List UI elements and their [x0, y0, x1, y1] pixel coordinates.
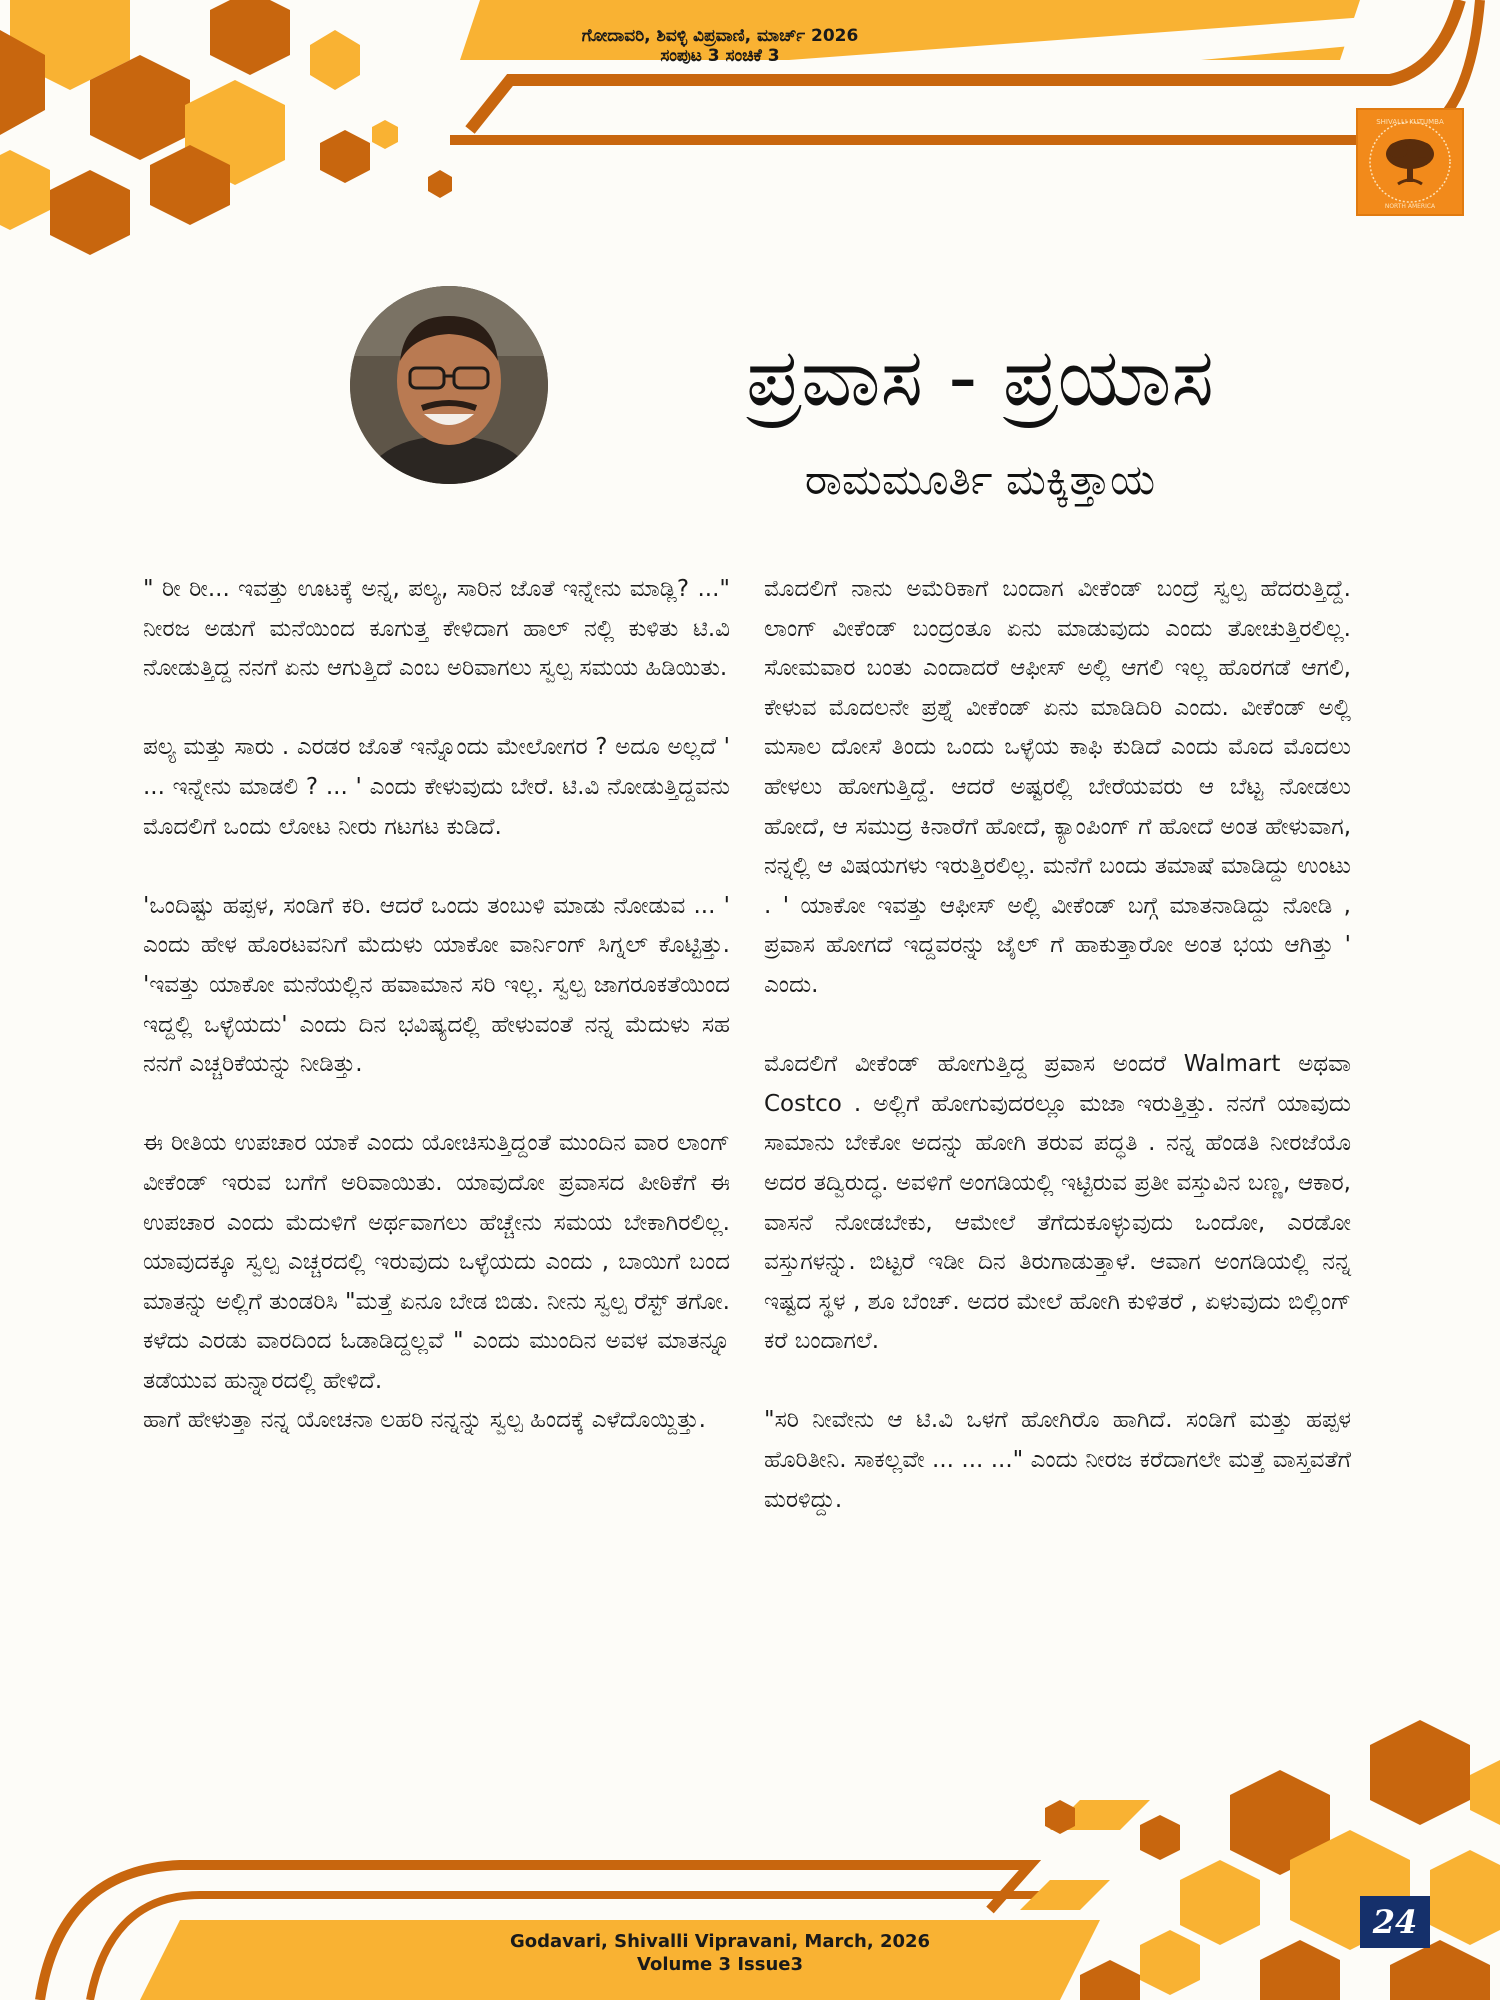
paragraph: ಹಾಗೆ ಹೇಳುತ್ತಾ ನನ್ನ ಯೋಚನಾ ಲಹರಿ ನನ್ನನ್ನು ಸ್ವಲ್ಪ ಹಿಂದಕ್ಕೆ ಎಳೆದೊಯ್ದಿತ್ತು.: [143, 1407, 706, 1434]
paragraph: ಈ ರೀತಿಯ ಉಪಚಾರ ಯಾಕೆ ಎಂದು ಯೋಚಿಸುತ್ತಿದ್ದಂತೆ ಮುಂದಿನ ವಾರ ಲಾಂಗ್ ವೀಕೆಂಡ್ ಇರುವ ಬಗೆಗೆ ಅರಿವಾಯಿತು. ಯಾವುದೋ ಪ್ರವಾಸದ ಪೀಠಿಕೆಗೆ ಈ ಉಪಚಾರ ಎಂದು ಮೆದುಳಿಗೆ ಅರ್ಥವಾಗಲು ಹೆಚ್ಚೇನು ಸಮಯ ಬೇಕಾಗಿರಲಿಲ್ಲ. ಯಾವುದಕ್ಕೂ ಸ್ವಲ್ಪ ಎಚ್ಚರದಲ್ಲಿ ಇರುವುದು ಒಳ್ಳೆಯದು ಎಂದು , ಬಾಯಿಗೆ ಬಂದ ಮಾತನ್ನು ಅಲ್ಲಿಗೆ ತುಂಡರಿಸಿ "ಮತ್ತೆ ಏನೂ ಬೇಡ ಬಿಡು. ನೀನು ಸ್ವಲ್ಪ ರೆಸ್ಟ್ ತಗೋ. ಕಳೆದು ಎರಡು ವಾರದಿಂದ ಓಡಾಡಿದ್ದಲ್ಲವೆ " ಎಂದು ಮುಂದಿನ ಅವಳ ಮಾತನ್ನೂ ತಡೆಯುವ ಹುನ್ನಾರದಲ್ಲಿ ಹೇಳಿದೆ.: [143, 1130, 730, 1394]
article-title: ಪ್ರವಾಸ - ಪ್ರಯಾಸ: [746, 331, 1214, 424]
tree-icon: [1358, 110, 1462, 214]
footer-issue-title: Godavari, Shivalli Vipravani, March, 2026: [509, 1931, 931, 1952]
logo-top-text: SHIVALLI KUTUMBA: [1376, 118, 1444, 126]
logo-bottom-text: NORTH AMERICA: [1384, 203, 1436, 210]
shivalli-kutumba-logo: [1356, 108, 1464, 216]
page-number: 24: [1360, 1896, 1430, 1948]
author-photo: [350, 286, 548, 484]
paragraph: 'ಒಂದಿಷ್ಟು ಹಪ್ಪಳ, ಸಂಡಿಗೆ ಕರಿ. ಆದರೆ ಒಂದು ತಂಬುಳಿ ಮಾಡು ನೋಡುವ ... ' ಎಂದು ಹೇಳ ಹೊರಟವನಿಗೆ ಮೆದುಳು ಯಾಕೋ ವಾರ್ನಿಂಗ್ ಸಿಗ್ನಲ್ ಕೊಟ್ಟಿತ್ತು. 'ಇವತ್ತು ಯಾಕೋ ಮನೆಯಲ್ಲಿನ ಹವಾಮಾನ ಸರಿ ಇಲ್ಲ. ಸ್ವಲ್ಪ ಜಾಗರೂಕತೆಯಿಂದ ಇದ್ದಲ್ಲಿ ಒಳ್ಳೆಯದು' ಎಂದು ದಿನ ಭವಿಷ್ಯದಲ್ಲಿ ಹೇಳುವಂತೆ ನನ್ನ ಮೆದುಳು ಸಹ ನನಗೆ ಎಚ್ಚರಿಕೆಯನ್ನು ನೀಡಿತ್ತು.: [143, 892, 730, 1078]
article-right-column: [764, 570, 1351, 1520]
paragraph: "ಸರಿ ನೀವೇನು ಆ ಟಿ.ವಿ ಒಳಗೆ ಹೋಗಿರೊ ಹಾಗಿದೆ. ಸಂಡಿಗೆ ಮತ್ತು ಹಪ್ಪಳ ಹೊರಿತೀನಿ. ಸಾಕಲ್ಲವೇ ... ... ..." ಎಂದು ನೀರಜ ಕರೆದಾಗಲೇ ಮತ್ತೆ ವಾಸ್ತವತೆಗೆ ಮರಳಿದ್ದು.: [764, 1407, 1351, 1513]
paragraph: ಮೊದಲಿಗೆ ನಾನು ಅಮೆರಿಕಾಗೆ ಬಂದಾಗ ವೀಕೆಂಡ್ ಬಂದ್ರೆ ಸ್ವಲ್ಪ ಹೆದರುತ್ತಿದ್ದೆ. ಲಾಂಗ್ ವೀಕೆಂಡ್ ಬಂದ್ರಂತೂ ಏನು ಮಾಡುವುದು ಎಂದು ತೋಚುತ್ತಿರಲಿಲ್ಲ. ಸೋಮವಾರ ಬಂತು ಎಂದಾದರೆ ಆಫೀಸ್ ಅಲ್ಲಿ ಆಗಲಿ ಇಲ್ಲ ಹೊರಗಡೆ ಆಗಲಿ, ಕೇಳುವ ಮೊದಲನೇ ಪ್ರಶ್ನೆ ವೀಕೆಂಡ್ ಏನು ಮಾಡಿದಿರಿ ಎಂದು. ವೀಕೆಂಡ್ ಅಲ್ಲಿ ಮಸಾಲ ದೋಸೆ ತಿಂದು ಒಂದು ಒಳ್ಳೆಯ ಕಾಫಿ ಕುಡಿದೆ ಎಂದು ಮೊದ ಮೊದಲು ಹೇಳಲು ಹೋಗುತ್ತಿದ್ದೆ. ಆದರೆ ಅಷ್ಟರಲ್ಲಿ ಬೇರೆಯವರು ಆ ಬೆಟ್ಟ ನೋಡಲು ಹೋದೆ, ಆ ಸಮುದ್ರ ಕಿನಾರೆಗೆ ಹೋದೆ, ಕ್ಯಾಂಪಿಂಗ್ ಗೆ ಹೋದೆ ಅಂತ ಹೇಳುವಾಗ, ನನ್ನಲ್ಲಿ ಆ ವಿಷಯಗಳು ಇರುತ್ತಿರಲಿಲ್ಲ. ಮನೆಗೆ ಬಂದು ತಮಾಷೆ ಮಾಡಿದ್ದು ಉಂಟು . ' ಯಾಕೋ ಇವತ್ತು ಆಫೀಸ್ ಅಲ್ಲಿ ವೀಕೆಂಡ್ ಬಗ್ಗೆ ಮಾತನಾಡಿದ್ದು ನೋಡಿ , ಪ್ರವಾಸ ಹೋಗದೆ ಇದ್ದವರನ್ನು ಜೈಲ್ ಗೆ ಹಾಕುತ್ತಾರೋ ಅಂತ ಭಯ ಆಗಿತ್ತು ' ಎಂದು.: [764, 576, 1351, 998]
article-author: ರಾಮಮೂರ್ತಿ ಮಕ್ಕಿತ್ತಾಯ: [804, 455, 1156, 504]
paragraph: ಪಲ್ಯ ಮತ್ತು ಸಾರು . ಎರಡರ ಜೊತೆ ಇನ್ನೊಂದು ಮೇಲೋಗರ ? ಅದೂ ಅಲ್ಲದೆ ' ... ಇನ್ನೇನು ಮಾಡಲಿ ? ... ' ಎಂದು ಕೇಳುವುದು ಬೇರೆ. ಟಿ.ವಿ ನೋಡುತ್ತಿದ್ದವನು ಮೊದಲಿಗೆ ಒಂದು ಲೋಟ ನೀರು ಗಟಗಟ ಕುಡಿದೆ.: [143, 734, 730, 840]
header-masthead: [0, 26, 1440, 66]
paragraph: ಮೊದಲಿಗೆ ವೀಕೆಂಡ್ ಹೋಗುತ್ತಿದ್ದ ಪ್ರವಾಸ ಅಂದರೆ Walmart ಅಥವಾ Costco . ಅಲ್ಲಿಗೆ ಹೋಗುವುದರಲ್ಲೂ ಮಜಾ ಇರುತ್ತಿತ್ತು. ನನಗೆ ಯಾವುದು ಸಾಮಾನು ಬೇಕೋ ಅದನ್ನು ಹೋಗಿ ತರುವ ಪದ್ಧತಿ . ನನ್ನ ಹೆಂಡತಿ ನೀರಜೆಯೊ ಅದರ ತದ್ವಿರುದ್ಧ. ಅವಳಿಗೆ ಅಂಗಡಿಯಲ್ಲಿ ಇಟ್ಟಿರುವ ಪ್ರತೀ ವಸ್ತುವಿನ ಬಣ್ಣ, ಆಕಾರ, ವಾಸನೆ ನೋಡಬೇಕು, ಆಮೇಲೆ ತೆಗೆದುಕೂಳ್ಳುವುದು ಒಂದೋ, ಎರಡೋ ವಸ್ತುಗಳನ್ನು. ಬಿಟ್ಟರೆ ಇಡೀ ದಿನ ತಿರುಗಾಡುತ್ತಾಳೆ. ಆವಾಗ ಅಂಗಡಿಯಲ್ಲಿ ನನ್ನ ಇಷ್ಟದ ಸ್ಥಳ , ಶೂ ಬೆಂಚ್. ಅದರ ಮೇಲೆ ಹೋಗಿ ಕುಳಿತರೆ , ಏಳುವುದು ಬಿಲ್ಲಿಂಗ್ ಕರೆ ಬಂದಾಗಲೆ.: [764, 1051, 1351, 1355]
header-issue-title: ಗೋದಾವರಿ, ಶಿವಳ್ಳಿ ವಿಪ್ರವಾಣಿ, ಮಾರ್ಚ್ 2026: [581, 26, 859, 46]
article-left-column: [143, 570, 730, 1441]
footer-volume: Volume 3 Issue3: [637, 1954, 803, 1975]
footer-masthead: [0, 1930, 1440, 1976]
paragraph: " ರೀ ರೀ... ಇವತ್ತು ಊಟಕ್ಕೆ ಅನ್ನ, ಪಲ್ಯ, ಸಾರಿನ ಜೊತೆ ಇನ್ನೇನು ಮಾಡ್ಲಿ? ..." ನೀರಜ ಅಡುಗೆ ಮನೆಯಿಂದ ಕೂಗುತ್ತ ಕೇಳಿದಾಗ ಹಾಲ್ ನಲ್ಲಿ ಕುಳಿತು ಟಿ.ವಿ ನೋಡುತ್ತಿದ್ದ ನನಗೆ ಏನು ಆಗುತ್ತಿದೆ ಎಂಬ ಅರಿವಾಗಲು ಸ್ವಲ್ಪ ಸಮಯ ಹಿಡಿಯಿತು.: [143, 576, 730, 682]
header-volume: ಸಂಪುಟ 3 ಸಂಚಿಕೆ 3: [660, 46, 780, 66]
